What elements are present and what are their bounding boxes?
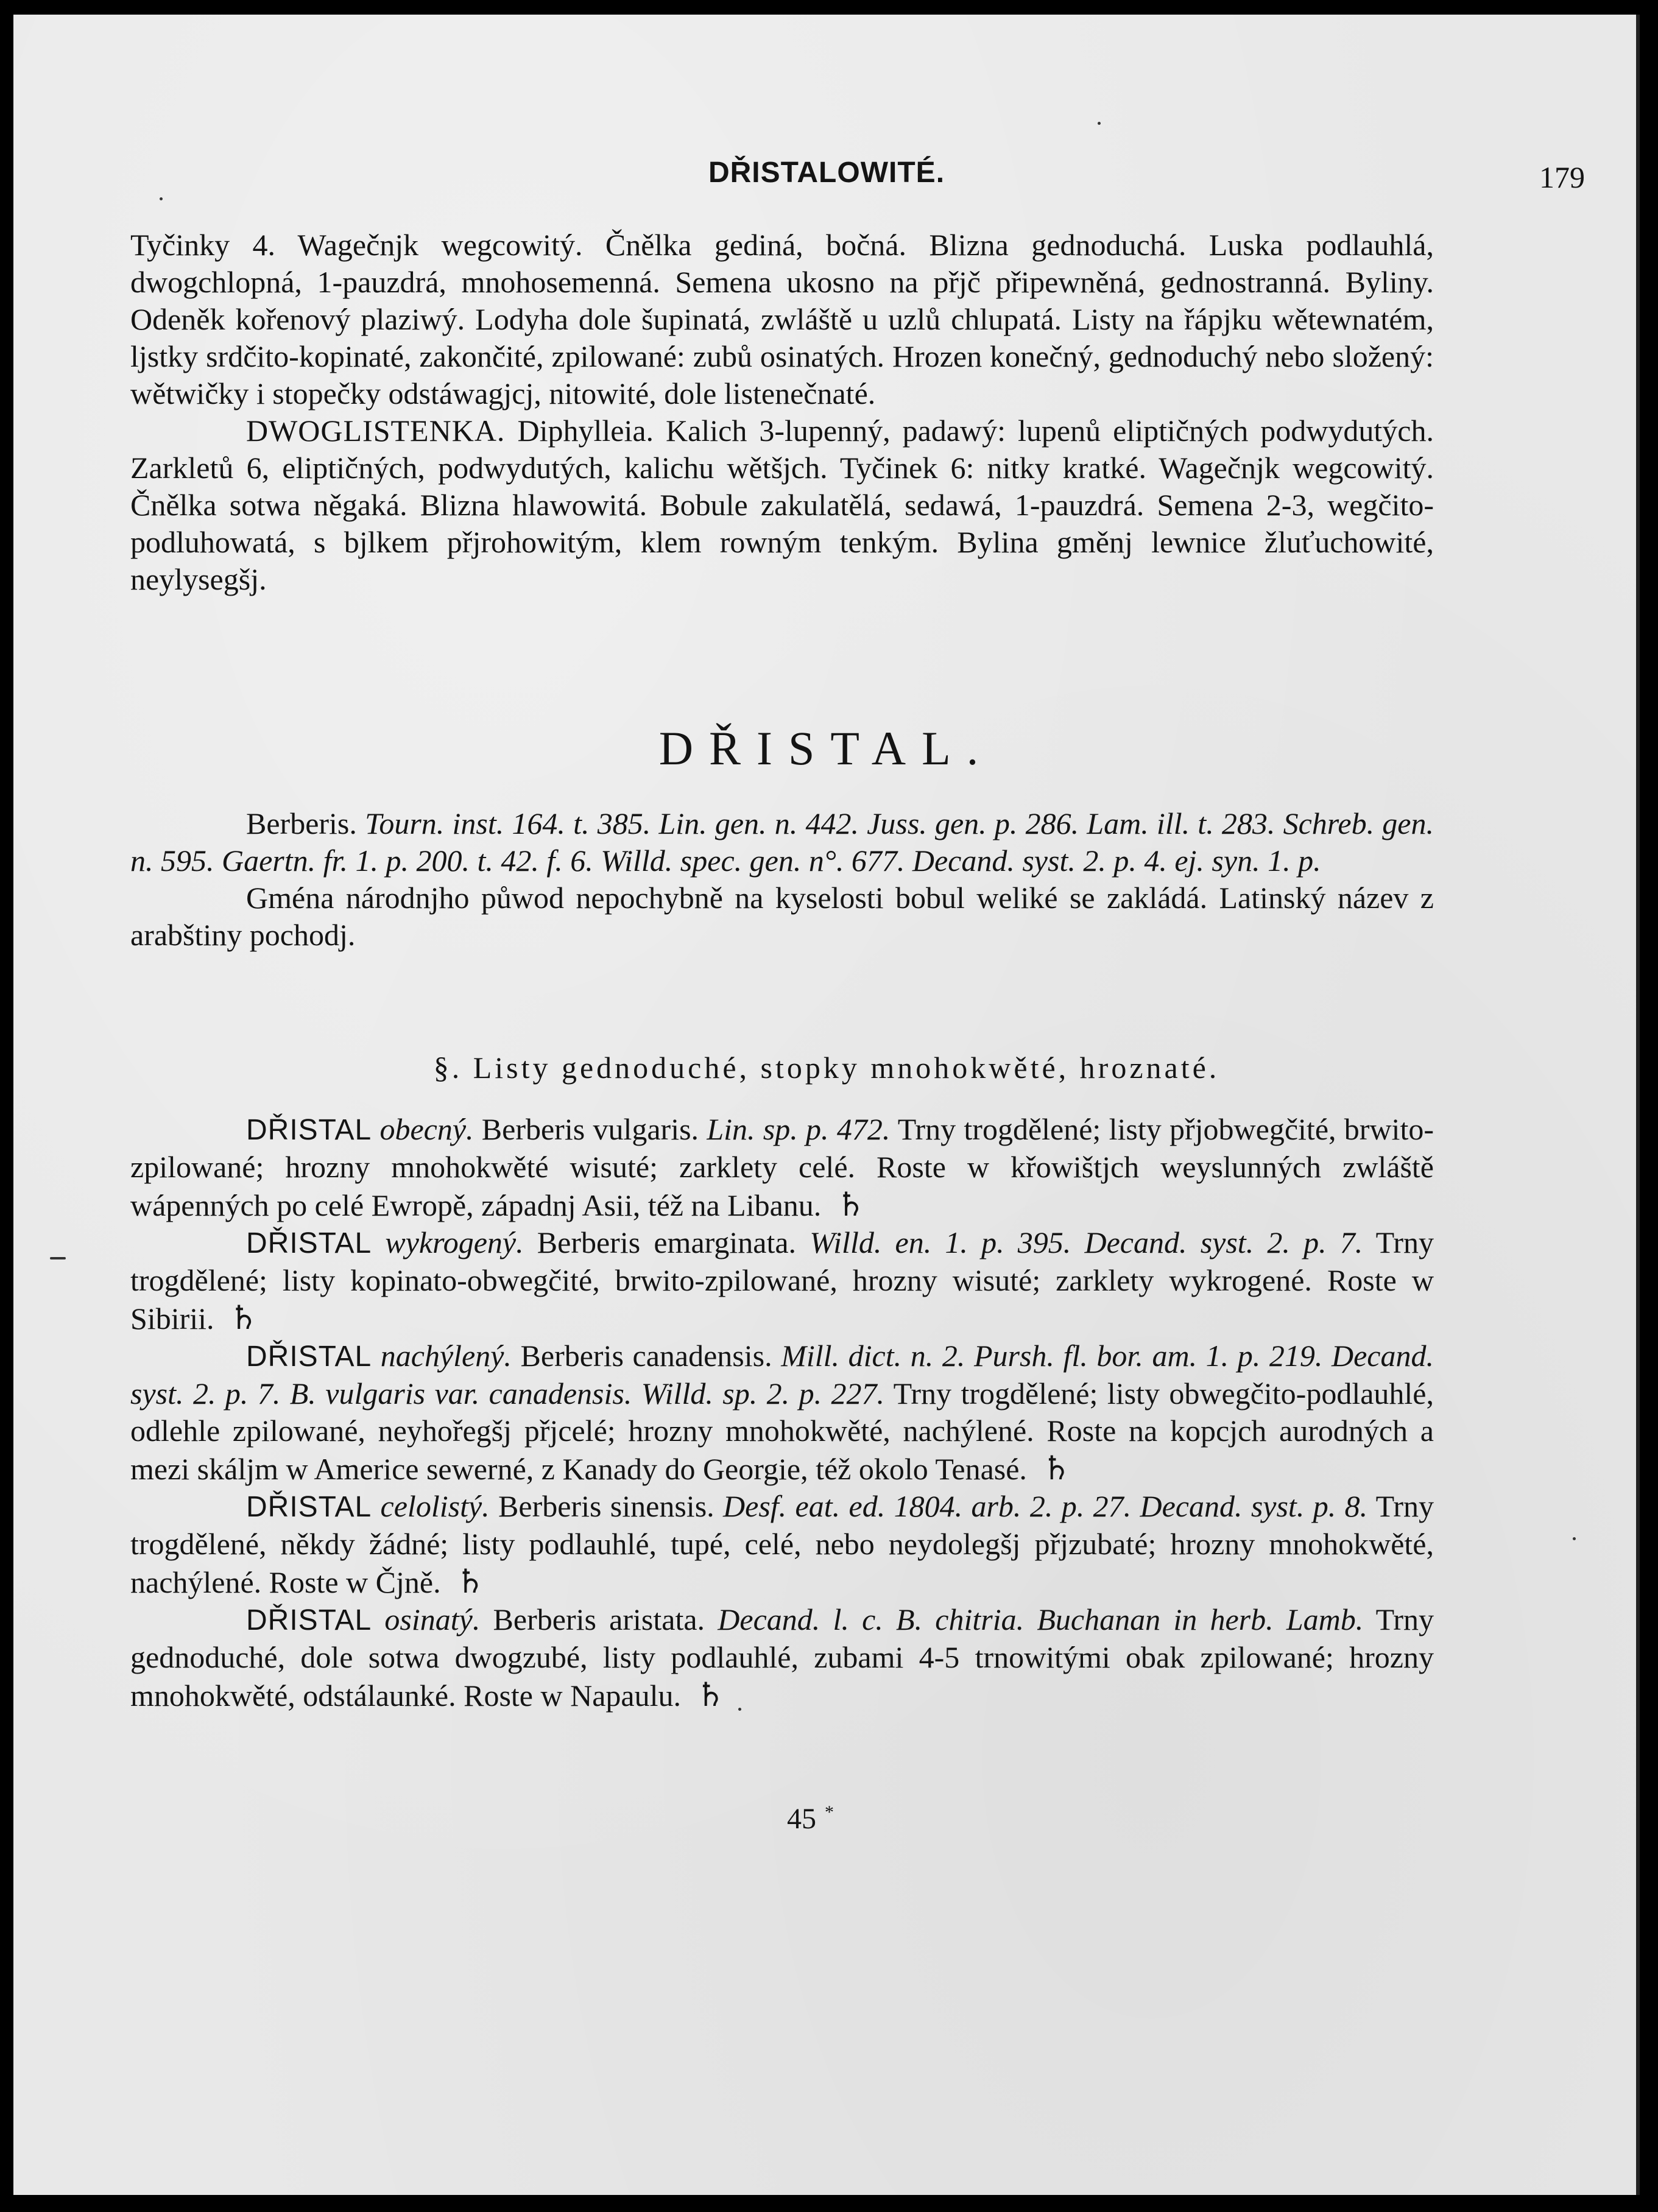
signature-number: 45 [787,1803,816,1835]
species-latin: Berberis canadensis. [511,1339,781,1373]
species-description: Trny gednoduché, dole sotwa dwogzubé, listy podlauhlé, zubami 4-5 trnowitými obak zpilowané; hrozny mnohokwěté, odstálaunké. Roste w Napaulu. [130,1602,1434,1713]
paper-speck [1098,122,1101,125]
species-epithet: osinatý. [384,1602,481,1636]
species-description: Trny trogdělené; listy kopinato-obwegčité, brwito-zpilowané, hrozny wisuté; zarklety wykrogené. Roste w Sibirii. [130,1225,1434,1336]
genus-title: DŘISTAL. [658,722,995,775]
species-epithet: wykrogený. [385,1225,524,1259]
species-reference: Decand. l. c. B. chitria. Buchanan in herb. Lamb. [718,1602,1364,1636]
species-list [130,1111,1434,1714]
species-reference: Lin. sp. p. 472. [707,1112,891,1146]
page-edge-shadow [1636,15,1640,2195]
genus-latin-name: Berberis. [246,806,357,840]
species-genus: DŘISTAL [246,1114,372,1146]
species-latin: Berberis emarginata. [523,1225,810,1259]
species-entry-1 [130,1111,1434,1224]
paper-speck [160,197,163,200]
paper-speck [738,1708,741,1711]
page-header [13,156,1640,199]
species-epithet: celolistý. [380,1489,490,1523]
species-reference: Willd. en. 1. p. 395. Decand. syst. 2. p. 7. [810,1225,1363,1259]
dwoglistenka-name: DWOGLISTENKA. [246,414,506,448]
species-genus: DŘISTAL [246,1227,372,1259]
species-entry-4 [130,1488,1434,1601]
species-entry-2 [130,1224,1434,1337]
species-reference: Mill. dict. n. 2. Pursh. fl. bor. am. 1. p. 219. Decand. syst. 2. p. 7. B. vulgaris var. canadensis. Willd. sp. 2. p. 227. [130,1339,1434,1411]
species-description: Trny trogdělené, někdy žádné; listy podlauhlé, tupé, celé, nebo neydolegšj přjzubaté; hrozny mnohokwěté, nachýlené. Roste w Čjně. [130,1489,1434,1599]
species-latin: Berberis aristata. [480,1602,718,1636]
section-heading: §. Listy gednoduché, stopky mnohokwěté, hroznaté. [433,1051,1220,1085]
paper-speck [1573,1537,1576,1540]
species-epithet: nachýlený. [380,1339,512,1373]
genus-refs-text: Tourn. inst. 164. t. 385. Lin. gen. n. 442. Juss. gen. p. 286. Lam. ill. t. 283. Schreb. gen. n. 595. Gaertn. fr. 1. p. 200. t. 42. f. 6. Willd. spec. gen. n°. 677. Decand. syst. 2. p. 4. ej. syn. 1. p. [130,806,1434,878]
shrub-symbol-icon: ♄ [695,1675,725,1714]
dwoglistenka-paragraph [130,412,1434,598]
species-entry-3 [130,1337,1434,1488]
species-entry-5 [130,1601,1434,1714]
shrub-symbol-icon: ♄ [1041,1449,1071,1487]
signature-star: * [825,1802,834,1822]
species-description: Trny trogdělené; listy obwegčito-podlauhlé, odlehle zpilowané, neyhořegšj přjcelé; hrozny mnohokwěté, nachýlené. Roste na kopcjch aurodných a mezi skáljm w Americe sewerné, z Kanady do Georgie, též okolo Tenasé. [130,1376,1434,1486]
intro-paragraph: Tyčinky 4. Wagečnjk wegcowitý. Čnělka gediná, bočná. Blizna gednoduchá. Luska podlauhlá, dwogchlopná, 1-pauzdrá, mnohosemenná. Semena ukosno na přjč připewněná, gednostranná. Byliny. Odeněk kořenový plaziwý. Lodyha dole šupinatá, zwláště u uzlů chlupatá. Listy na řápjku wětewnatém, ljstky srdčito-kopinaté, zakončité, zpilowané: zubů osinatých. Hrozen konečný, gednoduchý nebo složený: wětwičky i stopečky odstáwagjcj, nitowité, dole listenečnaté. [130,228,1434,410]
running-head: DŘISTALOWITÉ. [708,157,945,189]
genus-references [130,805,1434,879]
species-genus: DŘISTAL [246,1340,372,1373]
printer-signature [787,1802,834,1836]
dwoglistenka-text: Diphylleia. Kalich 3-lupenný, padawý: lupenů eliptičných podwydutých. Zarkletů 6, eliptičných, podwydutých, kalichu wětšjch. Tyčinek 6: nitky kratké. Wagečnjk wegcowitý. Čnělka sotwa něgaká. Blizna hlawowitá. Bobule zakulatělá, sedawá, 1-pauzdrá. Semena 2-3, wegčito-podluhowatá, s bjlkem přjrohowitým, klem rowným tenkým. Bylina gměnj lewnice žluťuchowité, neylysegšj. [130,414,1434,596]
page-number: 179 [1539,160,1585,194]
species-reference: Desf. eat. ed. 1804. arb. 2. p. 27. Decand. syst. p. 8. [723,1489,1368,1523]
shrub-symbol-icon: ♄ [455,1562,485,1601]
genus-references-block [130,805,1434,954]
shrub-symbol-icon: ♄ [228,1298,258,1337]
species-genus: DŘISTAL [246,1604,372,1636]
shrub-symbol-icon: ♄ [836,1185,866,1224]
paper-mark [50,1257,66,1259]
species-latin: Berberis sinensis. [489,1489,724,1523]
intro-block [130,227,1434,598]
species-description: Trny trogdělené; listy přjobwegčité, brwito-zpilowané; hrozny mnohokwěté wisuté; zarklety celé. Roste w křowištjch weyslunných zwláště wápenných po celé Ewropě, západnj Asii, též na Libanu. [130,1112,1434,1222]
species-latin: Berberis vulgaris. [473,1112,707,1146]
species-epithet: obecný. [379,1112,474,1146]
species-genus: DŘISTAL [246,1491,372,1523]
book-page [13,15,1640,2195]
etymology-paragraph: Gména národnjho půwod nepochybně na kyselosti bobul weliké se zakládá. Latinský název z arabštiny pochodj. [130,881,1434,952]
